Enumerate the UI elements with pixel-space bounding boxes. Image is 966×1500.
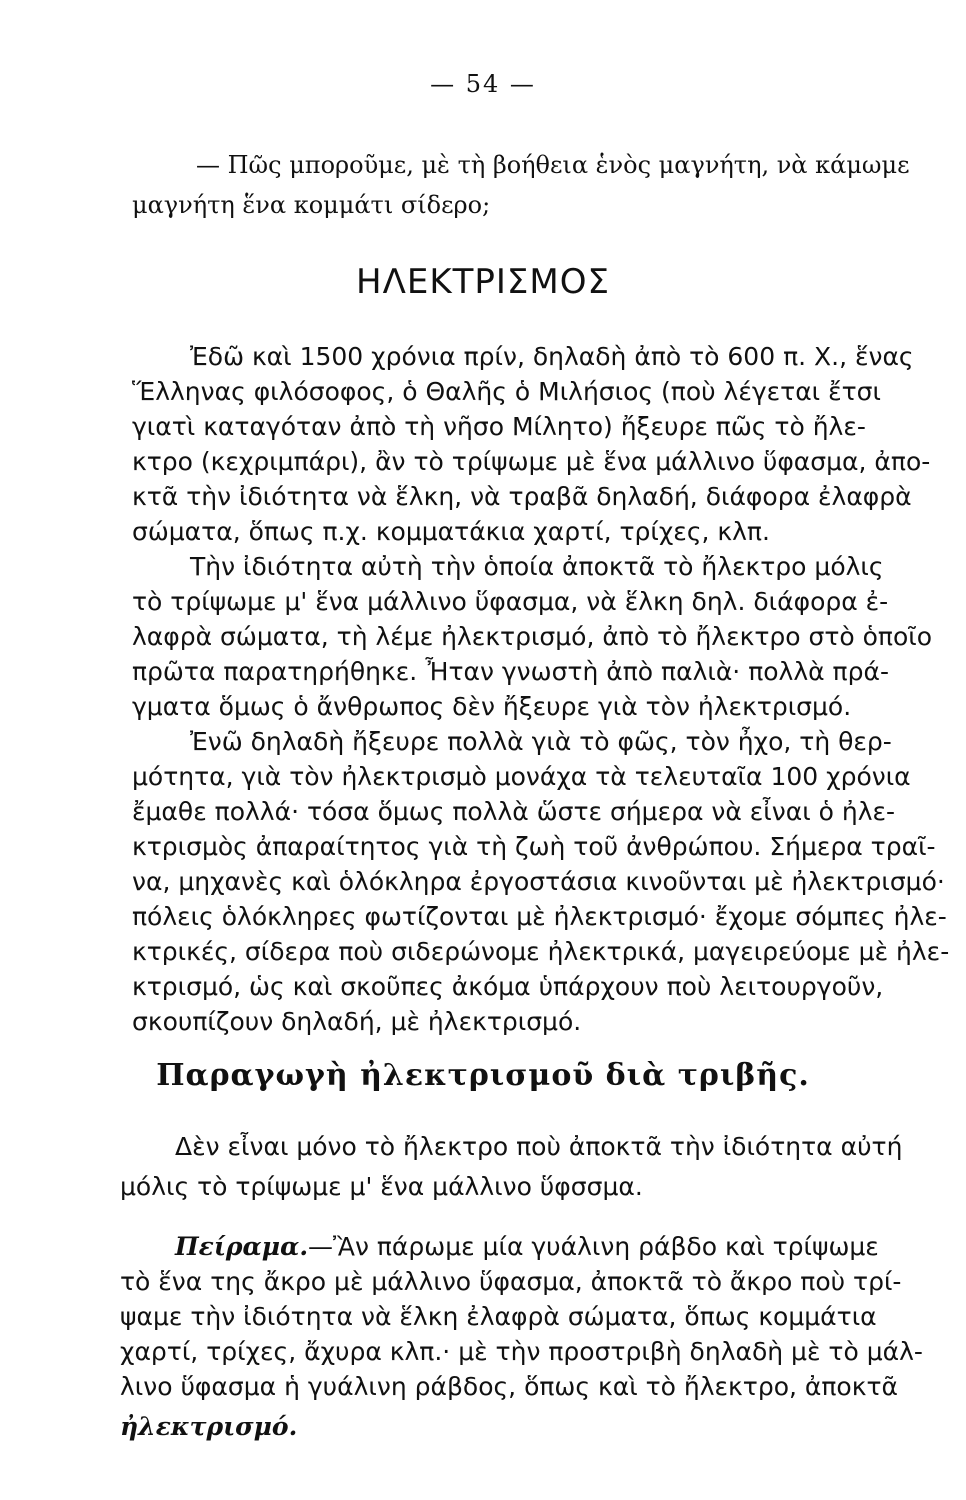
paragraph-2-line: τὸ τρίψωμε μ' ἕνα μάλλινο ὕφασμα, νὰ ἕλκη δηλ. διάφορα ἐ- [132,587,889,616]
paragraph-2-line: γματα ὅμως ὁ ἄνθρωπος δὲν ἤξευρε γιὰ τὸν ἠλεκτρισμό. [132,692,852,721]
paragraph-2-line: λαφρὰ σώματα, τὴ λέμε ἠλεκτρισμό, ἀπὸ τὸ ἤλεκτρο στὸ ὁποῖο [132,622,933,651]
paragraph-1-line: Ἕλληνας φιλόσοφος, ὁ Θαλῆς ὁ Μιλήσιος (ποὺ λέγεται ἔτσι [132,377,881,406]
experiment-first-line-text: —Ἂν πάρωμε μία γυάλινη ράβδο καὶ τρίψωμε [308,1232,879,1261]
paragraph-3-line: μότητα, γιὰ τὸν ἠλεκτρισμὸ μονάχα τὰ τελευταῖα 100 χρόνια [132,762,911,791]
experiment-first-line [175,1232,879,1262]
paragraph-1-line: κτᾶ τὴν ἰδιότητα νὰ ἕλκη, νὰ τραβᾶ δηλαδή, διάφορα ἐλαφρὰ [132,482,912,511]
experiment-last-word: ἠλεκτρισμό. [120,1412,298,1441]
paragraph-3-line: πόλεις ὁλόκληρες φωτίζονται μὲ ἠλεκτρισμό· ἔχομε σόμπες ἠλε- [132,902,947,931]
experiment-line: ψαμε τὴν ἰδιότητα νὰ ἕλκη ἐλαφρὰ σώματα, ὅπως κομμάτια [120,1302,877,1331]
paragraph-3-line: κτρικές, σίδερα ποὺ σιδερώνομε ἠλεκτρικά, μαγειρεύομε μὲ ἠλε- [132,937,950,966]
paragraph-3-line: κτρισμὸς ἀπαραίτητος γιὰ τὴ ζωὴ τοῦ ἀνθρώπου. Σήμερα τραῖ- [132,832,936,861]
paragraph-1-line: κτρο (κεχριμπάρι), ἂν τὸ τρίψωμε μὲ ἕνα μάλλινο ὕφασμα, ἀπο- [132,447,931,476]
question-line-1: — Πῶς μποροῦμε, μὲ τὴ βοήθεια ἑνὸς μαγνήτη, νὰ κάμωμε [196,151,910,179]
page-number: — 54 — [430,70,536,98]
experiment-line: τὸ ἕνα της ἄκρο μὲ μάλλινο ὕφασμα, ἀποκτᾶ τὸ ἄκρο ποὺ τρί- [120,1267,902,1296]
paragraph-3-line: κτρισμό, ὡς καὶ σκοῦπες ἀκόμα ὑπάρχουν ποὺ λειτουργοῦν, [132,972,884,1001]
paragraph-2-line: Τὴν ἰδιότητα αὐτὴ τὴν ὁποία ἀποκτᾶ τὸ ἤλεκτρο μόλις [190,552,884,581]
paragraph-3-line: Ἐνῶ δηλαδὴ ἤξευρε πολλὰ γιὰ τὸ φῶς, τὸν ἦχο, τὴ θερ- [190,727,892,756]
question-line-2: μαγνήτη ἕνα κομμάτι σίδερο; [132,191,491,219]
paragraph-4-line: Δὲν εἶναι μόνο τὸ ἤλεκτρο ποὺ ἀποκτᾶ τὴν ἰδιότητα αὐτή [175,1132,903,1161]
paragraph-3-line: ἔμαθε πολλά· τόσα ὅμως πολλὰ ὥστε σήμερα νὰ εἶναι ὁ ἠλε- [132,797,896,826]
subsection-title: Παραγωγὴ ἠλεκτρισμοῦ διὰ τριβῆς. [156,1058,810,1093]
section-title: ΗΛΕΚΤΡΙΣΜΟΣ [356,262,610,302]
paragraph-1-line: γιατὶ καταγόταν ἀπὸ τὴ νῆσο Μίλητο) ἤξευρε πῶς τὸ ἤλε- [132,412,866,441]
paragraph-3-line: να, μηχανὲς καὶ ὁλόκληρα ἐργοστάσια κινοῦνται μὲ ἠλεκτρισμό· [132,867,945,896]
experiment-label: Πείραμα. [175,1232,309,1261]
experiment-line: χαρτί, τρίχες, ἄχυρα κλπ.· μὲ τὴν προστριβὴ δηλαδὴ μὲ τὸ μάλ- [120,1337,923,1366]
paragraph-1-line: σώματα, ὅπως π.χ. κομματάκια χαρτί, τρίχες, κλπ. [132,517,770,546]
experiment-line: λινο ὕφασμα ἡ γυάλινη ράβδος, ὅπως καὶ τὸ ἤλεκτρο, ἀποκτᾶ [120,1372,898,1401]
paragraph-2-line: πρῶτα παρατηρήθηκε. Ἦταν γνωστὴ ἀπὸ παλιὰ· πολλὰ πρά- [132,657,889,686]
paragraph-3-line: σκουπίζουν δηλαδή, μὲ ἠλεκτρισμό. [132,1007,582,1036]
paragraph-1-line: Ἐδῶ καὶ 1500 χρόνια πρίν, δηλαδὴ ἀπὸ τὸ 600 π. Χ., ἕνας [190,342,914,371]
paragraph-4-line: μόλις τὸ τρίψωμε μ' ἕνα μάλλινο ὕφσσμα. [120,1172,643,1201]
